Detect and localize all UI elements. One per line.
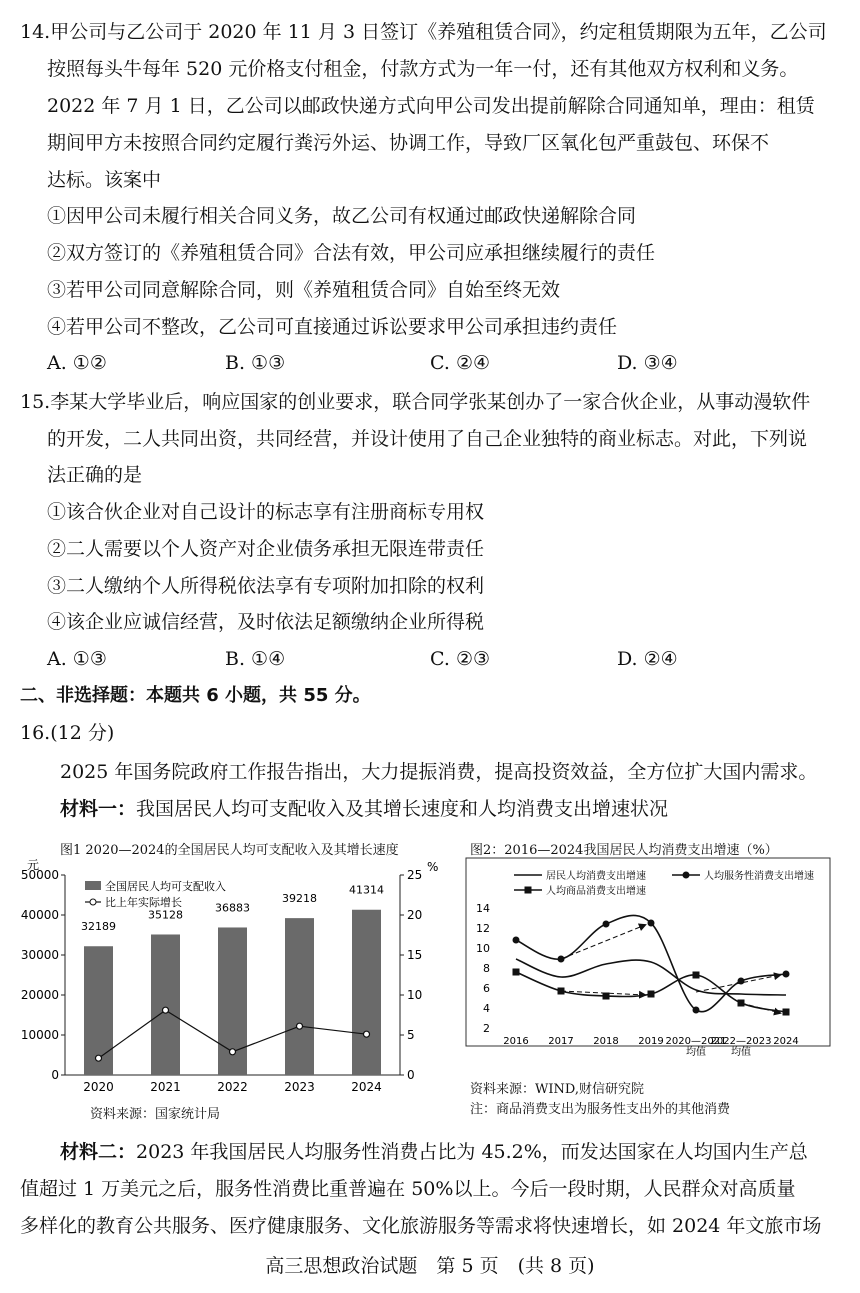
- q14-item-1: ①因甲公司未履行相关合同义务，故乙公司有权通过邮政快递解除合同: [47, 205, 637, 227]
- q16-header: 16.(12 分): [20, 722, 115, 744]
- material-2-line-1: [60, 1140, 808, 1164]
- chart2: [464, 850, 834, 1080]
- chart1-growth-point: [230, 1049, 236, 1055]
- q14-item-2: ②双方签订的《养殖租赁合同》合法有效，甲公司应承担继续履行的责任: [47, 242, 656, 264]
- chart1-left-tick-label: 0: [51, 1068, 59, 1082]
- chart2-legend-goods-marker: [525, 887, 532, 894]
- chart1-bar: [352, 910, 381, 1075]
- chart1-legend-bar-swatch: [85, 881, 101, 890]
- chart2-y-tick-label: 10: [476, 942, 490, 955]
- chart1-title: 图1 2020—2024的全国居民人均可支配收入及其增长速度: [60, 843, 399, 858]
- chart1-source: 资料来源：国家统计局: [90, 1107, 221, 1122]
- chart2-goods-point: [603, 993, 610, 1000]
- chart2-x-tick-label: 2019: [638, 1036, 664, 1047]
- q14-option-b: B. ①③: [225, 352, 286, 374]
- chart2-service-point: [513, 937, 520, 944]
- chart1-bar-label: 36883: [215, 901, 250, 915]
- chart2-x-tick-label: 2022—2023 均值: [710, 1036, 772, 1058]
- chart2-service-point: [603, 921, 610, 928]
- chart1-bar-label: 41314: [349, 883, 384, 897]
- page-footer: 高三思想政治试题 第 5 页 (共 8 页): [265, 1255, 595, 1277]
- chart2-service-point: [783, 971, 790, 978]
- q15-line-1: 15.李某大学毕业后，响应国家的创业要求，联合同学张某创办了一家合伙企业，从事动漫软件: [20, 391, 811, 413]
- chart1: [15, 855, 445, 1110]
- q14-item-3: ③若甲公司同意解除合同，则《养殖租赁合同》自始至终无效: [47, 279, 561, 301]
- chart2-legend-service-marker: [683, 872, 690, 879]
- q15-item-2: ②二人需要以个人资产对企业债务承担无限连带责任: [47, 538, 485, 560]
- chart1-growth-point: [96, 1055, 102, 1061]
- q14-line-1: 14.甲公司与乙公司于 2020 年 11 月 3 日签订《养殖租赁合同》，约定租赁期限为五年，乙公司: [20, 21, 827, 43]
- q15-line-2: 的开发，二人共同出资，共同经营，并设计使用了自己企业独特的商业标志。对此，下列说: [47, 428, 808, 450]
- chart2-goods-point: [648, 991, 655, 998]
- q14-option-a: A. ①②: [47, 352, 107, 374]
- chart1-growth-point: [364, 1031, 370, 1037]
- chart2-y-tick-label: 8: [483, 962, 490, 975]
- chart2-trend-arrow: [561, 925, 645, 959]
- chart1-right-unit: %: [427, 860, 439, 874]
- q14-line-3: 2022 年 7 月 1 日，乙公司以邮政快递方式向甲公司发出提前解除合同通知单，理由：租赁: [47, 95, 815, 117]
- chart2-y-tick-label: 2: [483, 1022, 490, 1035]
- chart1-right-tick-label: 0: [407, 1068, 415, 1082]
- q15-option-b: B. ①④: [225, 648, 286, 670]
- chart2-x-tick-label: 2024: [773, 1036, 799, 1047]
- chart2-x-tick-label: 2020—2021 均值: [665, 1036, 727, 1058]
- chart1-left-tick-label: 20000: [20, 988, 59, 1002]
- chart2-note: 注：商品消费支出为服务性支出外的其他消费: [470, 1102, 731, 1117]
- chart2-service-point: [648, 920, 655, 927]
- chart2-y-tick-label: 6: [483, 982, 490, 995]
- chart2-trend-arrow: [696, 975, 780, 992]
- q14-option-c: C. ②④: [430, 352, 491, 374]
- chart2-x-tick-label: 2016: [503, 1036, 529, 1047]
- chart1-left-tick-label: 10000: [20, 1028, 59, 1042]
- q15-item-4: ④该企业应诚信经营，及时依法足额缴纳企业所得税: [47, 611, 485, 633]
- q14-line-5: 达标。该案中: [47, 169, 162, 191]
- material-2-line-2: 值超过 1 万美元之后，服务性消费比重普遍在 50%以上。今后一段时期，人民群众对高质量: [20, 1178, 796, 1200]
- material-1-label: 材料一：: [60, 798, 137, 820]
- chart1-left-tick-label: 50000: [20, 868, 59, 882]
- q15-line-3: 法正确的是: [47, 464, 143, 486]
- chart1-growth-point: [163, 1007, 169, 1013]
- chart2-goods-point: [783, 1009, 790, 1016]
- q15-option-a: A. ①③: [47, 648, 107, 670]
- q15-option-c: C. ②③: [430, 648, 491, 670]
- q15-item-3: ③二人缴纳个人所得税依法享有专项附加扣除的权利: [47, 575, 485, 597]
- chart1-legend-line-label: 比上年实际增长: [105, 896, 182, 909]
- chart1-x-tick-label: 2022: [217, 1080, 248, 1094]
- chart2-x-tick-label: 2017: [548, 1036, 574, 1047]
- chart2-y-tick-label: 4: [483, 1002, 490, 1015]
- chart1-bar: [151, 934, 180, 1075]
- material-2-text-1: 2023 年我国居民人均服务性消费占比为 45.2%，而发达国家在人均国内生产总: [136, 1141, 808, 1163]
- chart2-goods-point: [693, 972, 700, 979]
- chart1-right-tick-label: 15: [407, 948, 423, 962]
- chart2-y-tick-label: 14: [476, 902, 490, 915]
- q14-line-2: 按照每头牛每年 520 元价格支付租金，付款方式为一年一付，还有其他双方权利和义务。: [47, 58, 799, 80]
- q14-option-d: D. ③④: [617, 352, 678, 374]
- chart1-bar-label: 35128: [148, 908, 183, 922]
- q15-option-d: D. ②④: [617, 648, 678, 670]
- chart1-legend-bar-label: 全国居民人均可支配收入: [105, 880, 226, 893]
- chart1-right-tick-label: 20: [407, 908, 423, 922]
- chart1-x-tick-label: 2024: [351, 1080, 382, 1094]
- q14-line-4: 期间甲方未按照合同约定履行粪污外运、协调工作，导致厂区氧化包严重鼓包、环保不: [47, 132, 770, 154]
- chart2-goods-point: [513, 969, 520, 976]
- chart2-legend-service-label: 人均服务性消费支出增速: [704, 871, 814, 882]
- chart2-source: 资料来源：WIND,财信研究院: [470, 1082, 644, 1097]
- chart2-frame: [466, 858, 830, 1046]
- chart2-legend-goods-label: 人均商品消费支出增速: [546, 886, 646, 897]
- q15-item-1: ①该合伙企业对自己设计的标志享有注册商标专用权: [47, 501, 485, 523]
- chart2-x-tick-label: 2018: [593, 1036, 619, 1047]
- chart1-left-tick-label: 30000: [20, 948, 59, 962]
- chart1-x-tick-label: 2020: [83, 1080, 114, 1094]
- chart1-x-tick-label: 2023: [284, 1080, 315, 1094]
- section-2-heading: 二、非选择题：本题共 6 小题，共 55 分。: [20, 685, 371, 706]
- chart1-bar-label: 32189: [81, 920, 116, 934]
- chart1-legend-line-marker: [90, 899, 96, 905]
- material-1-text: 我国居民人均可支配收入及其增长速度和人均消费支出增速状况: [136, 798, 669, 820]
- chart1-x-tick-label: 2021: [150, 1080, 181, 1094]
- chart1-growth-point: [297, 1023, 303, 1029]
- q16-intro: 2025 年国务院政府工作报告指出，大力提振消费，提高投资效益，全方位扩大国内需求。: [60, 761, 818, 783]
- chart1-right-tick-label: 25: [407, 868, 423, 882]
- chart2-service-point: [693, 1007, 700, 1014]
- chart2-legend-total-label: 居民人均消费支出增速: [546, 871, 646, 882]
- chart1-right-tick-label: 5: [407, 1028, 415, 1042]
- material-2-line-3: 多样化的教育公共服务、医疗健康服务、文化旅游服务等需求将快速增长，如 2024 年文旅市场: [20, 1215, 822, 1237]
- chart1-bar: [285, 918, 314, 1075]
- chart2-y-tick-label: 12: [476, 922, 490, 935]
- chart1-left-unit: 元: [27, 858, 40, 872]
- chart2-title: 图2：2016—2024我国居民人均消费支出增速（%）: [470, 843, 778, 858]
- material-1-heading: [60, 797, 668, 821]
- q14-item-4: ④若甲公司不整改，乙公司可直接通过诉讼要求甲公司承担违约责任: [47, 316, 618, 338]
- chart1-bar-label: 39218: [282, 892, 317, 906]
- chart1-left-tick-label: 40000: [20, 908, 59, 922]
- material-2-label: 材料二：: [60, 1141, 137, 1163]
- chart1-right-tick-label: 10: [407, 988, 423, 1002]
